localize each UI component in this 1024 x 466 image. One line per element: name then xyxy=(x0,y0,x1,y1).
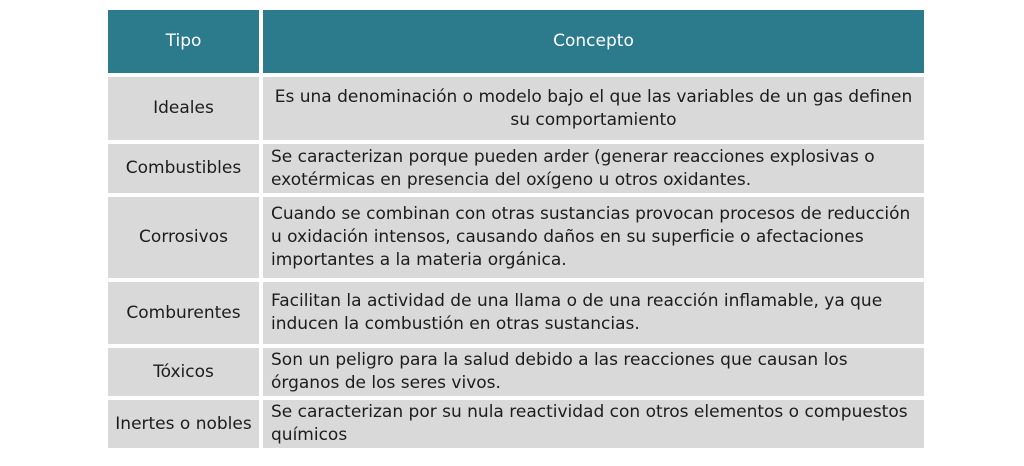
table-row xyxy=(108,197,924,278)
row-tipo: Corrosivos xyxy=(108,197,259,278)
table-row xyxy=(108,144,924,193)
table-row xyxy=(108,348,924,396)
row-concepto: Cuando se combinan con otras sustancias provocan procesos de reducción u oxidación intensos, causando daños en su superficie o afectaciones importantes a la materia orgánica. xyxy=(263,197,924,278)
table-row xyxy=(108,282,924,344)
row-concepto: Es una denominación o modelo bajo el que las variables de un gas definen su comportamiento xyxy=(263,77,924,140)
row-concepto: Son un peligro para la salud debido a las reacciones que causan los órganos de los seres vivos. xyxy=(263,348,924,396)
row-concepto: Se caracterizan por su nula reactividad con otros elementos o compuestos químicos xyxy=(263,400,924,448)
row-concepto: Facilitan la actividad de una llama o de una reacción inflamable, ya que inducen la combustión en otras sustancias. xyxy=(263,282,924,344)
header-tipo: Tipo xyxy=(108,10,259,73)
row-tipo: Comburentes xyxy=(108,282,259,344)
row-tipo: Inertes o nobles xyxy=(108,400,259,448)
row-tipo: Tóxicos xyxy=(108,348,259,396)
row-tipo: Combustibles xyxy=(108,144,259,193)
row-concepto: Se caracterizan porque pueden arder (generar reacciones explosivas o exotérmicas en presencia del oxígeno u otros oxidantes. xyxy=(263,144,924,193)
table-header-row xyxy=(108,10,924,73)
gas-types-table xyxy=(108,10,924,448)
table-row xyxy=(108,77,924,140)
header-concepto: Concepto xyxy=(263,10,924,73)
row-tipo: Ideales xyxy=(108,77,259,140)
table-row xyxy=(108,400,924,448)
